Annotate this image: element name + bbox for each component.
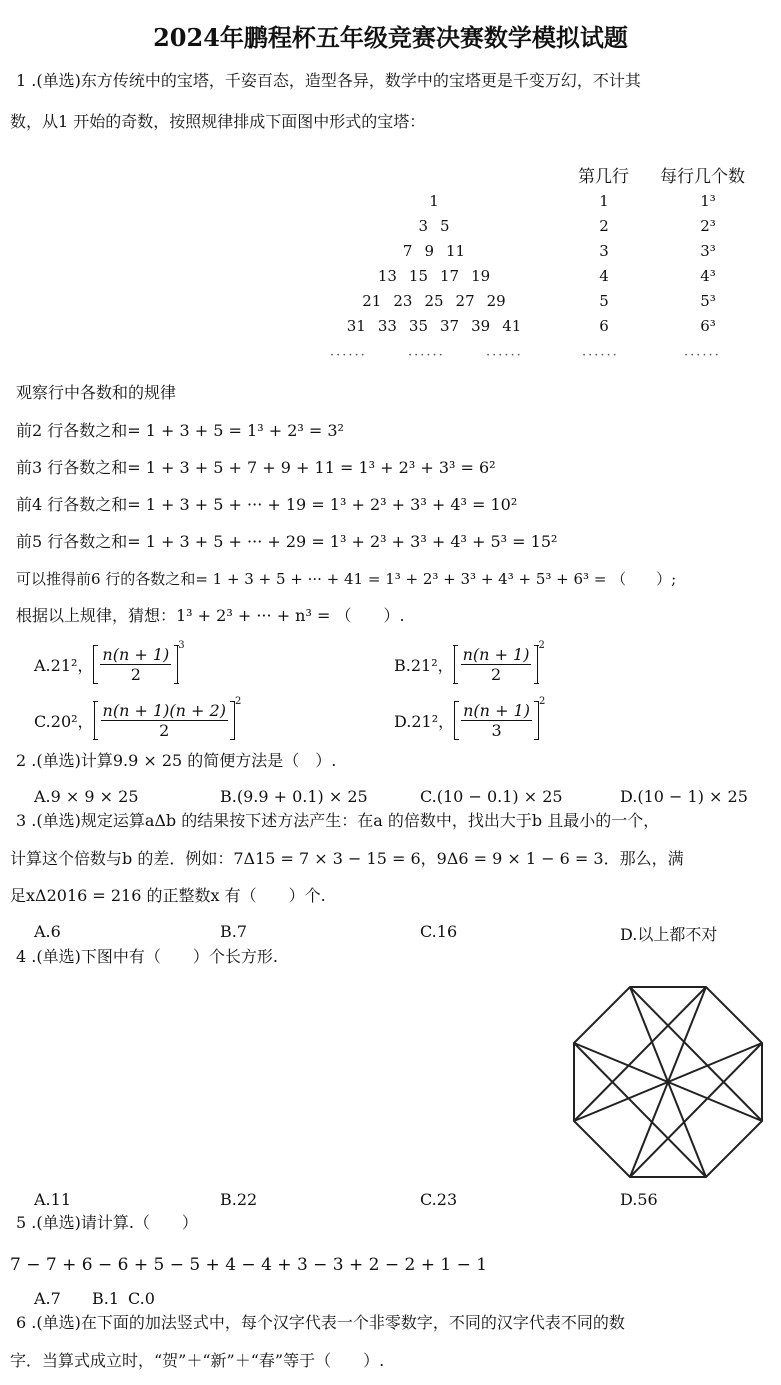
q5-option-c[interactable]: C.0 [128, 1289, 155, 1308]
q4-option-c[interactable]: C.23 [420, 1190, 458, 1209]
q5-option-b[interactable]: B.1 [92, 1289, 120, 1308]
q1-row-count: 6³ [700, 317, 716, 335]
q1-row-count: 1³ [700, 192, 716, 210]
q6-stem-line1: 6 .(单选)在下面的加法竖式中，每个汉字代表一个非零数字，不同的汉字代表不同的数 [16, 1313, 625, 1332]
q1-sum-3: 前3 行各数之和= 1 + 3 + 5 + 7 + 9 + 11 = 1³ + 2³ + 3³ = 6² [16, 458, 496, 477]
q1-pyramid-number: 19 [471, 267, 491, 285]
q1-row-number: 4 [599, 267, 609, 285]
q1-sum-2: 前2 行各数之和= 1 + 3 + 5 = 1³ + 2³ = 3² [16, 421, 344, 440]
q1-pyramid-number: 3 [418, 217, 428, 235]
q1-option-c[interactable]: C.20²， $\frac{n(n + 1)(n + 2)}{2}$ $^2$ [34, 696, 242, 740]
q1-sum-4: 前4 行各数之和= 1 + 3 + 5 + ··· + 19 = 1³ + 2³ + 3³ + 4³ = 10² [16, 495, 518, 514]
star-line [630, 987, 762, 1121]
q1-pyramid-row [284, 192, 584, 210]
q1-row-number: 1 [599, 192, 609, 210]
q1-count-dots: ······ [684, 348, 721, 363]
q1-pyramid-number: 29 [486, 292, 506, 310]
q1-row-number: 3 [599, 242, 609, 260]
q1-pyramid-number: 39 [471, 317, 491, 335]
q2-option-b[interactable]: B.(9.9 + 0.1) × 25 [220, 787, 368, 806]
star-line [574, 987, 706, 1121]
star-line [630, 1043, 762, 1177]
star-line [574, 1043, 706, 1177]
q1-stem-line1: 1 .(单选)东方传统中的宝塔，千姿百态，造型各异，数学中的宝塔更是千变万幻，不计其 [16, 71, 641, 90]
q1-header-count: 每行几个数 [660, 167, 745, 187]
q1-observe: 观察行中各数和的规律 [16, 383, 177, 402]
q4-option-a[interactable]: A.11 [34, 1190, 71, 1209]
q1-pyramid-number: 7 [402, 242, 413, 260]
q5-expression: 7 − 7 + 6 − 6 + 5 − 5 + 4 − 4 + 3 − 3 + 2 − 2 + 1 − 1 [10, 1255, 488, 1275]
q1-infer: 可以推得前6 行的各数之和= 1 + 3 + 5 + ··· + 41 = 1³ + 2³ + 3³ + 4³ + 5³ + 6³ = （ ）; [16, 570, 677, 588]
q1-pyramid-row [284, 317, 584, 335]
q5-stem: 5 .(单选)请计算.（ ） [16, 1213, 198, 1232]
q1-pyramid-number: 5 [440, 217, 450, 235]
q1-sum-5: 前5 行各数之和= 1 + 3 + 5 + ··· + 29 = 1³ + 2³ + 3³ + 4³ + 5³ = 15² [16, 532, 558, 551]
q3-stem-line1: 3 .(单选)规定运算aΔb 的结果按下述方法产生：在a 的倍数中，找出大于b 且最小的一个， [16, 811, 660, 830]
q2-option-a[interactable]: A.9 × 9 × 25 [34, 787, 139, 806]
q1-pyramid-number: 31 [346, 317, 366, 335]
q1-header-row: 第几行 [578, 167, 629, 187]
q1-pyramid-number: 27 [455, 292, 475, 310]
q1-option-b[interactable]: B.21²， $\frac{n(n + 1)}{2}$ $^2$ [394, 640, 545, 684]
q1-pyramid-number: 23 [393, 292, 413, 310]
q1-pyramid-number: 1 [429, 192, 439, 210]
q1-pyramid-number: 21 [362, 292, 382, 310]
q1-row-number: 2 [599, 217, 609, 235]
q1-row-number: 6 [599, 317, 609, 335]
q1-pyramid-dots-1: ······ [330, 348, 367, 363]
q1-row-number: 5 [599, 292, 609, 310]
q2-stem: 2 .(单选)计算9.9 × 25 的简便方法是（ ）. [16, 751, 337, 770]
q5-option-a[interactable]: A.7 [34, 1289, 61, 1308]
q3-option-b[interactable]: B.7 [220, 922, 248, 941]
q1-pyramid-dots-2: ······ [408, 348, 445, 363]
q1-pyramid-number: 15 [408, 267, 428, 285]
q1-option-a[interactable]: A.21²， $\frac{n(n + 1)}{2}$ $^3$ [34, 640, 185, 684]
q6-stem-line2: 字．当算式成立时，“贺”＋“新”＋“春”等于（ ）. [10, 1351, 385, 1370]
q1-pyramid-number: 9 [424, 242, 434, 260]
q1-pyramid-number: 37 [440, 317, 460, 335]
q1-pyramid-number: 17 [440, 267, 460, 285]
q3-option-d[interactable]: D.以上都不对 [620, 925, 718, 944]
q1-pyramid-number: 11 [446, 242, 466, 260]
q1-pyramid-number: 35 [408, 317, 428, 335]
q1-pyramid-number: 25 [424, 292, 444, 310]
q1-option-d[interactable]: D.21²， $\frac{n(n + 1)}{3}$ $^2$ [394, 696, 546, 740]
q1-guess: 根据以上规律，猜想：1³ + 2³ + ··· + n³ = （ ）. [16, 606, 405, 625]
q1-pyramid-number: 33 [377, 317, 397, 335]
q1-row-count: 4³ [700, 267, 716, 285]
q1-pyramid-row [284, 292, 584, 310]
q3-stem-line3: 足xΔ2016 = 216 的正整数x 有（ ）个. [10, 886, 326, 905]
q1-row-count: 2³ [700, 217, 716, 235]
q1-row-count: 5³ [700, 292, 716, 310]
page-title: 2024年鹏程杯五年级竞赛决赛数学模拟试题 [153, 23, 628, 52]
q2-option-d[interactable]: D.(10 − 1) × 25 [620, 787, 748, 806]
q4-option-b[interactable]: B.22 [220, 1190, 258, 1209]
q4-option-d[interactable]: D.56 [620, 1190, 658, 1209]
q1-pyramid-number: 41 [502, 317, 522, 335]
q1-stem-line2: 数，从1 开始的奇数，按照规律排成下面图中形式的宝塔： [10, 112, 426, 131]
q3-option-c[interactable]: C.16 [420, 922, 458, 941]
q1-row-count: 3³ [700, 242, 716, 260]
q3-stem-line2: 计算这个倍数与b 的差．例如：7Δ15 = 7 × 3 − 15 = 6，9Δ6 = 9 × 1 − 6 = 3．那么，满 [10, 849, 684, 868]
q1-pyramid-number: 13 [377, 267, 397, 285]
q4-stem: 4 .(单选)下图中有（ ）个长方形. [16, 947, 278, 966]
q1-row-dots: ······ [582, 348, 619, 363]
q1-pyramid-row [284, 242, 584, 260]
q2-option-c[interactable]: C.(10 − 0.1) × 25 [420, 787, 563, 806]
q4-octagon-star-figure [570, 985, 766, 1181]
q3-option-a[interactable]: A.6 [34, 922, 61, 941]
q1-pyramid-row [284, 217, 584, 235]
q1-pyramid-dots-3: ······ [486, 348, 523, 363]
q1-pyramid-row [284, 267, 584, 285]
